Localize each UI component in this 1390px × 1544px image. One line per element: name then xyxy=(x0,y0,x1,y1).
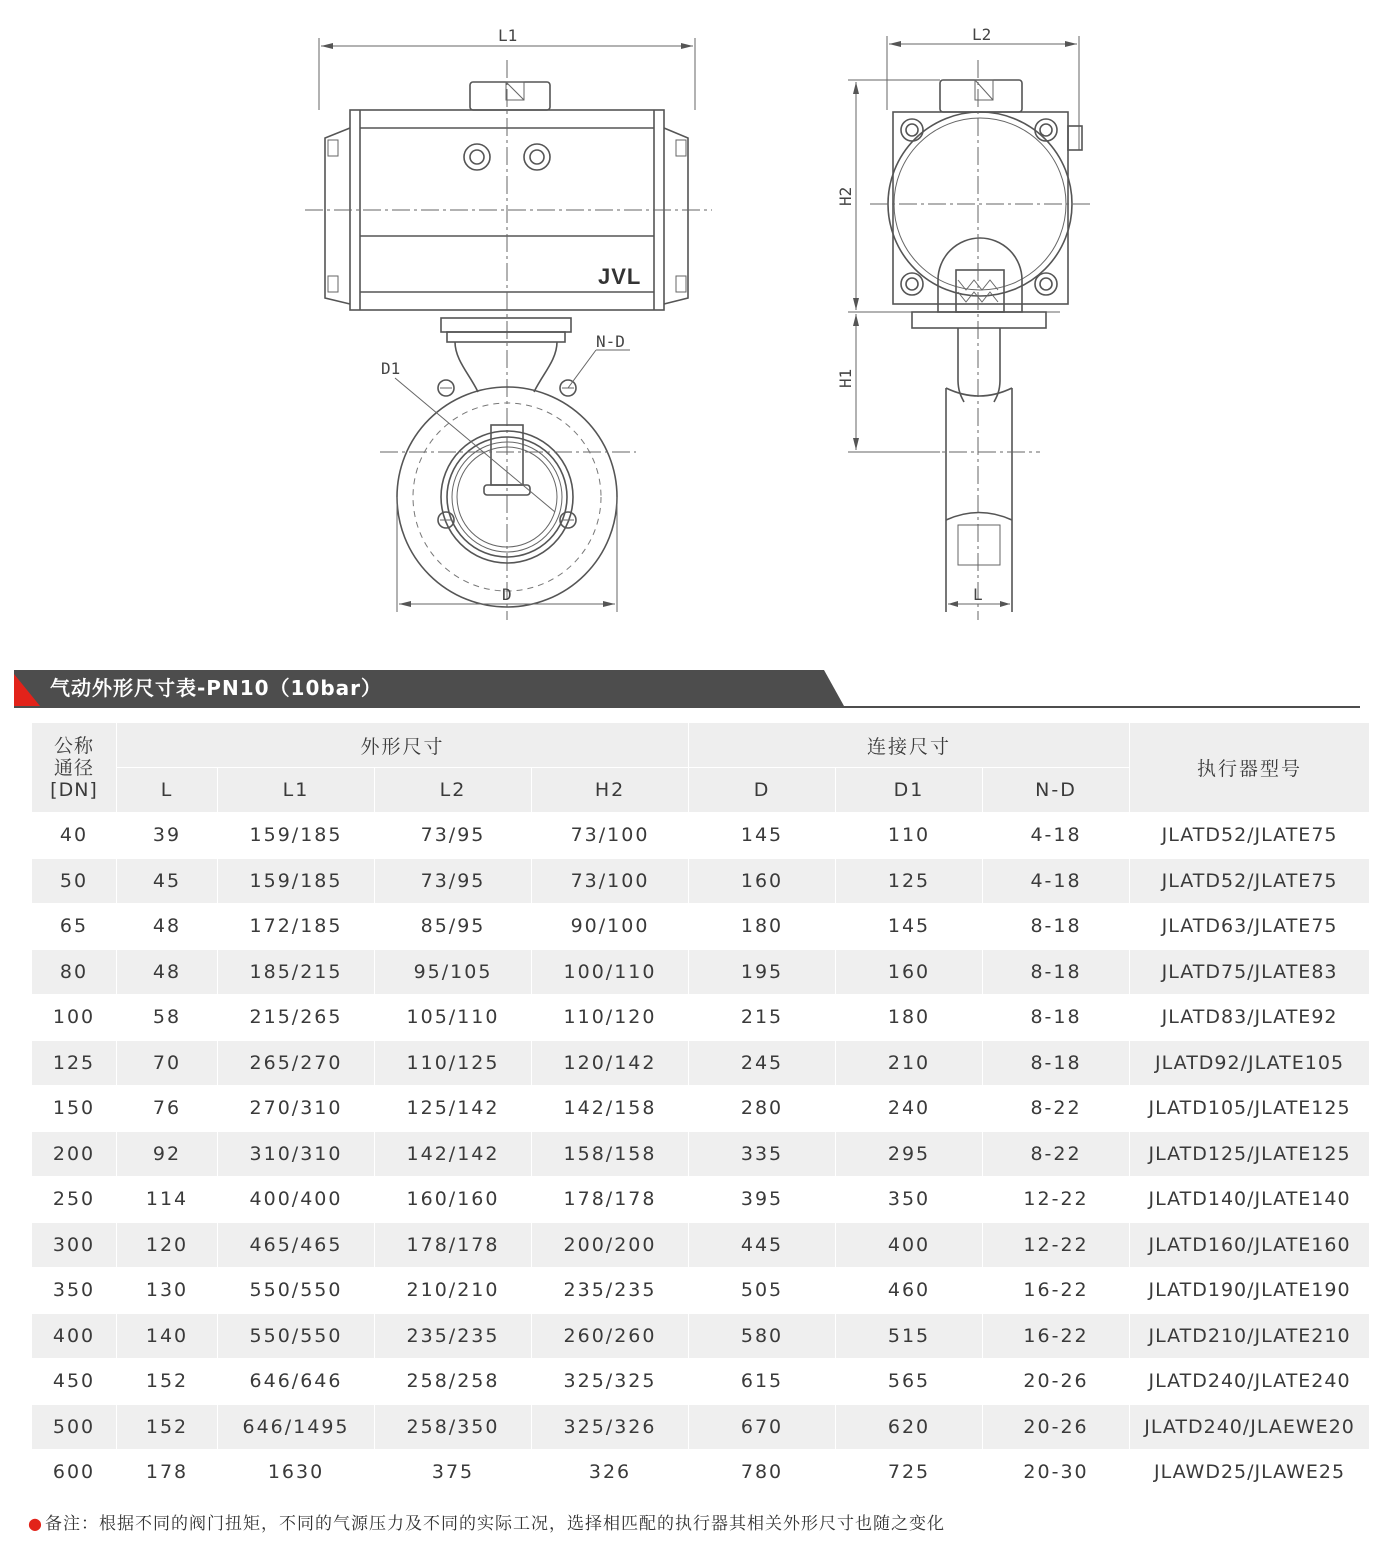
cell-dimension: 76 xyxy=(117,1086,218,1132)
cell-actuator-model: JLATD125/JLATE125 xyxy=(1130,1131,1370,1177)
dim-label-h2: H2 xyxy=(836,186,855,206)
cell-dimension: 158/158 xyxy=(532,1131,689,1177)
cell-dimension: 550/550 xyxy=(218,1268,375,1314)
cell-dimension: 335 xyxy=(689,1131,836,1177)
column-header-d1: D1 xyxy=(836,768,983,813)
cell-dimension: 142/142 xyxy=(375,1131,532,1177)
cell-actuator-model: JLATD75/JLATE83 xyxy=(1130,949,1370,995)
cell-dn: 150 xyxy=(32,1086,117,1132)
cell-dn: 125 xyxy=(32,1040,117,1086)
cell-dimension: 90/100 xyxy=(532,904,689,950)
cell-dimension: 152 xyxy=(117,1404,218,1450)
cell-actuator-model: JLATD83/JLATE92 xyxy=(1130,995,1370,1041)
dim-label-l: L xyxy=(973,585,983,604)
cell-dimension: 100/110 xyxy=(532,949,689,995)
cell-actuator-model: JLATD160/JLATE160 xyxy=(1130,1222,1370,1268)
cell-dimension: 260/260 xyxy=(532,1313,689,1359)
cell-dimension: 240 xyxy=(836,1086,983,1132)
header-nominal-diameter xyxy=(32,723,117,813)
cell-dimension: 73/95 xyxy=(375,813,532,859)
cell-dimension: 8-18 xyxy=(983,904,1130,950)
cell-dimension: 159/185 xyxy=(218,858,375,904)
header-actuator-model: 执行器型号 xyxy=(1130,723,1370,813)
table-body xyxy=(32,813,1370,1496)
section-header xyxy=(14,670,1360,708)
cell-dimension: 85/95 xyxy=(375,904,532,950)
dim-label-h1: H1 xyxy=(836,368,855,388)
dimension-spec-table xyxy=(31,722,1370,1496)
cell-dimension: 180 xyxy=(689,904,836,950)
cell-dimension: 350 xyxy=(836,1177,983,1223)
cell-dimension: 615 xyxy=(689,1359,836,1405)
cell-dimension: 8-18 xyxy=(983,995,1130,1041)
cell-dimension: 172/185 xyxy=(218,904,375,950)
cell-dimension: 4-18 xyxy=(983,858,1130,904)
brand-logo-jvl: JVL xyxy=(598,264,642,289)
table-row xyxy=(32,1131,1370,1177)
cell-dimension: 120 xyxy=(117,1222,218,1268)
column-header-l: L xyxy=(117,768,218,813)
cell-dimension: 39 xyxy=(117,813,218,859)
cell-dimension: 160 xyxy=(836,949,983,995)
dim-label-l1: L1 xyxy=(498,26,518,45)
cell-dimension: 4-18 xyxy=(983,813,1130,859)
cell-actuator-model: JLATD52/JLATE75 xyxy=(1130,813,1370,859)
cell-dimension: 110 xyxy=(836,813,983,859)
cell-dimension: 130 xyxy=(117,1268,218,1314)
cell-dimension: 178/178 xyxy=(532,1177,689,1223)
cell-dimension: 160 xyxy=(689,858,836,904)
cell-dimension: 780 xyxy=(689,1450,836,1496)
cell-dimension: 200/200 xyxy=(532,1222,689,1268)
column-header-d: D xyxy=(689,768,836,813)
cell-dimension: 8-22 xyxy=(983,1086,1130,1132)
cell-dimension: 92 xyxy=(117,1131,218,1177)
cell-dimension: 725 xyxy=(836,1450,983,1496)
cell-dimension: 270/310 xyxy=(218,1086,375,1132)
table-row xyxy=(32,1040,1370,1086)
cell-dimension: 12-22 xyxy=(983,1177,1130,1223)
header-group-connection: 连接尺寸 xyxy=(689,723,1130,768)
cell-dimension: 460 xyxy=(836,1268,983,1314)
cell-dimension: 210 xyxy=(836,1040,983,1086)
table-row xyxy=(32,1222,1370,1268)
cell-dn: 300 xyxy=(32,1222,117,1268)
cell-dimension: 295 xyxy=(836,1131,983,1177)
cell-dimension: 325/326 xyxy=(532,1404,689,1450)
header-dn-line2: 通径 xyxy=(53,756,94,779)
cell-dimension: 160/160 xyxy=(375,1177,532,1223)
cell-dimension: 145 xyxy=(836,904,983,950)
dim-label-l2: L2 xyxy=(972,25,992,44)
cell-dimension: 73/100 xyxy=(532,858,689,904)
note-text: 备注：根据不同的阀门扭矩，不同的气源压力及不同的实际工况，选择相匹配的执行器其相关外形尺寸也随之变化 xyxy=(44,1514,945,1534)
cell-dn: 65 xyxy=(32,904,117,950)
cell-dimension: 110/125 xyxy=(375,1040,532,1086)
cell-actuator-model: JLATD63/JLATE75 xyxy=(1130,904,1370,950)
table-row xyxy=(32,904,1370,950)
cell-dimension: 120/142 xyxy=(532,1040,689,1086)
cell-dimension: 505 xyxy=(689,1268,836,1314)
cell-dimension: 326 xyxy=(532,1450,689,1496)
side-view-drawing xyxy=(836,25,1090,620)
table-row xyxy=(32,813,1370,859)
table-row xyxy=(32,858,1370,904)
cell-dimension: 110/120 xyxy=(532,995,689,1041)
cell-dimension: 235/235 xyxy=(375,1313,532,1359)
cell-dimension: 16-22 xyxy=(983,1268,1130,1314)
cell-dimension: 8-18 xyxy=(983,1040,1130,1086)
cell-dn: 500 xyxy=(32,1404,117,1450)
table-row xyxy=(32,1313,1370,1359)
table-row xyxy=(32,1359,1370,1405)
header-dn-line1: 公称 xyxy=(53,734,94,757)
cell-actuator-model: JLATD240/JLAEWE20 xyxy=(1130,1404,1370,1450)
cell-dn: 80 xyxy=(32,949,117,995)
cell-dimension: 95/105 xyxy=(375,949,532,995)
cell-dimension: 646/1495 xyxy=(218,1404,375,1450)
dim-label-d1: D1 xyxy=(381,359,401,378)
cell-dn: 50 xyxy=(32,858,117,904)
cell-dimension: 195 xyxy=(689,949,836,995)
cell-dn: 40 xyxy=(32,813,117,859)
cell-dimension: 20-26 xyxy=(983,1359,1130,1405)
cell-dimension: 12-22 xyxy=(983,1222,1130,1268)
table-row xyxy=(32,995,1370,1041)
cell-dimension: 114 xyxy=(117,1177,218,1223)
cell-actuator-model: JLATD92/JLATE105 xyxy=(1130,1040,1370,1086)
cell-dimension: 375 xyxy=(375,1450,532,1496)
cell-dn: 450 xyxy=(32,1359,117,1405)
table-row xyxy=(32,1177,1370,1223)
cell-dimension: 45 xyxy=(117,858,218,904)
technical-drawings xyxy=(0,0,1390,640)
cell-dimension: 159/185 xyxy=(218,813,375,859)
cell-dimension: 8-18 xyxy=(983,949,1130,995)
cell-dimension: 310/310 xyxy=(218,1131,375,1177)
table-row xyxy=(32,949,1370,995)
table-row xyxy=(32,1268,1370,1314)
cell-dn: 250 xyxy=(32,1177,117,1223)
cell-actuator-model: JLATD210/JLATE210 xyxy=(1130,1313,1370,1359)
cell-dimension: 565 xyxy=(836,1359,983,1405)
cell-dimension: 235/235 xyxy=(532,1268,689,1314)
cell-dimension: 16-22 xyxy=(983,1313,1130,1359)
column-header-l1: L1 xyxy=(218,768,375,813)
footnote xyxy=(28,1509,945,1534)
cell-dimension: 185/215 xyxy=(218,949,375,995)
cell-dimension: 258/350 xyxy=(375,1404,532,1450)
cell-dn: 600 xyxy=(32,1450,117,1496)
cell-dimension: 395 xyxy=(689,1177,836,1223)
cell-dimension: 20-30 xyxy=(983,1450,1130,1496)
cell-dn: 200 xyxy=(32,1131,117,1177)
cell-dimension: 325/325 xyxy=(532,1359,689,1405)
table-row xyxy=(32,1450,1370,1496)
cell-dimension: 178/178 xyxy=(375,1222,532,1268)
cell-dimension: 215/265 xyxy=(218,995,375,1041)
cell-dimension: 145 xyxy=(689,813,836,859)
cell-dimension: 142/158 xyxy=(532,1086,689,1132)
cell-dimension: 245 xyxy=(689,1040,836,1086)
cell-dn: 100 xyxy=(32,995,117,1041)
cell-actuator-model: JLATD105/JLATE125 xyxy=(1130,1086,1370,1132)
cell-dimension: 670 xyxy=(689,1404,836,1450)
cell-dimension: 400 xyxy=(836,1222,983,1268)
cell-dimension: 265/270 xyxy=(218,1040,375,1086)
cell-dimension: 48 xyxy=(117,949,218,995)
cell-dimension: 152 xyxy=(117,1359,218,1405)
cell-dimension: 70 xyxy=(117,1040,218,1086)
section-title: 气动外形尺寸表-PN10（10bar） xyxy=(50,676,383,700)
cell-dimension: 646/646 xyxy=(218,1359,375,1405)
cell-actuator-model: JLATD52/JLATE75 xyxy=(1130,858,1370,904)
cell-dimension: 125 xyxy=(836,858,983,904)
table-row xyxy=(32,1086,1370,1132)
column-header-l2: L2 xyxy=(375,768,532,813)
column-header-n-d: N-D xyxy=(983,768,1130,813)
cell-dn: 350 xyxy=(32,1268,117,1314)
note-bullet: ● xyxy=(28,1514,43,1533)
cell-dimension: 178 xyxy=(117,1450,218,1496)
dim-label-d: D xyxy=(502,585,512,604)
cell-dimension: 258/258 xyxy=(375,1359,532,1405)
cell-dimension: 73/100 xyxy=(532,813,689,859)
cell-dimension: 445 xyxy=(689,1222,836,1268)
cell-dimension: 280 xyxy=(689,1086,836,1132)
cell-dimension: 550/550 xyxy=(218,1313,375,1359)
cell-dimension: 73/95 xyxy=(375,858,532,904)
cell-dimension: 140 xyxy=(117,1313,218,1359)
dim-label-nd: N-D xyxy=(596,332,625,351)
cell-dimension: 515 xyxy=(836,1313,983,1359)
cell-actuator-model: JLAWD25/JLAWE25 xyxy=(1130,1450,1370,1496)
cell-dimension: 125/142 xyxy=(375,1086,532,1132)
front-view-drawing xyxy=(305,26,712,620)
table-row xyxy=(32,1404,1370,1450)
header-dn-line3: [DN] xyxy=(50,778,98,801)
cell-dimension: 465/465 xyxy=(218,1222,375,1268)
cell-dimension: 8-22 xyxy=(983,1131,1130,1177)
cell-dimension: 1630 xyxy=(218,1450,375,1496)
section-header-underline xyxy=(14,706,1360,708)
cell-dn: 400 xyxy=(32,1313,117,1359)
cell-dimension: 48 xyxy=(117,904,218,950)
cell-actuator-model: JLATD140/JLATE140 xyxy=(1130,1177,1370,1223)
header-group-outline: 外形尺寸 xyxy=(117,723,689,768)
cell-dimension: 620 xyxy=(836,1404,983,1450)
column-header-h2: H2 xyxy=(532,768,689,813)
cell-dimension: 180 xyxy=(836,995,983,1041)
cell-dimension: 215 xyxy=(689,995,836,1041)
cell-actuator-model: JLATD190/JLATE190 xyxy=(1130,1268,1370,1314)
cell-dimension: 20-26 xyxy=(983,1404,1130,1450)
section-header-accent xyxy=(14,674,40,706)
cell-actuator-model: JLATD240/JLATE240 xyxy=(1130,1359,1370,1405)
cell-dimension: 580 xyxy=(689,1313,836,1359)
cell-dimension: 58 xyxy=(117,995,218,1041)
cell-dimension: 105/110 xyxy=(375,995,532,1041)
cell-dimension: 400/400 xyxy=(218,1177,375,1223)
cell-dimension: 210/210 xyxy=(375,1268,532,1314)
